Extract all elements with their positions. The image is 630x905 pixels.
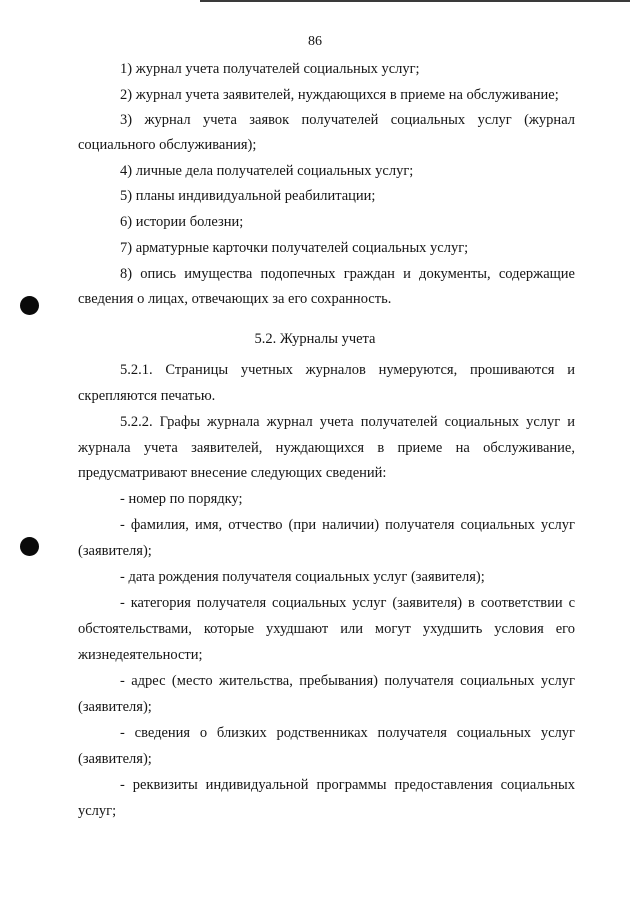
paragraph-line: журнала учета заявителей, нуждающихся в приеме на обслуживание, [78,440,575,456]
paragraph-line: предусматривают внесение следующих сведений: [78,465,387,481]
bullet-item-continuation: (заявителя); [78,543,152,559]
list-item: 6) истории болезни; [120,214,244,230]
bullet-item: - фамилия, имя, отчество (при наличии) получателя социальных услуг [120,517,575,533]
list-item-continuation: сведения о лицах, отвечающих за его сохранность. [78,291,392,307]
scan-edge-line [200,0,630,2]
page-number: 86 [308,34,322,49]
list-item: 4) личные дела получателей социальных услуг; [120,163,414,179]
bullet-item: - категория получателя социальных услуг (заявителя) в соответствии с [120,595,575,611]
bullet-item-continuation: обстоятельствами, которые ухудшают или могут ухудшить условия его [78,621,575,637]
punch-hole-icon [20,296,39,315]
bullet-item: - адрес (место жительства, пребывания) получателя социальных услуг [120,673,575,689]
list-item: 7) арматурные карточки получателей социальных услуг; [120,240,469,256]
list-item: 1) журнал учета получателей социальных услуг; [120,61,420,77]
bullet-item-continuation: (заявителя); [78,751,152,767]
punch-hole-icon [20,537,39,556]
list-item: 5) планы индивидуальной реабилитации; [120,188,376,204]
bullet-item: - сведения о близких родственниках получателя социальных услуг [120,725,575,741]
section-heading: 5.2. Журналы учета [254,331,376,347]
list-item-continuation: социального обслуживания); [78,137,257,153]
bullet-item-continuation: услуг; [78,803,117,819]
paragraph-line: 5.2.2. Графы журнала журнал учета получателей социальных услуг и [120,414,575,430]
bullet-item-continuation: жизнедеятельности; [78,647,203,663]
list-item: 3) журнал учета заявок получателей социальных услуг (журнал [120,112,575,128]
list-item: 8) опись имущества подопечных граждан и документы, содержащие [120,266,575,282]
paragraph-line: 5.2.1. Страницы учетных журналов нумеруются, прошиваются и [120,362,575,378]
bullet-item-continuation: (заявителя); [78,699,152,715]
bullet-item: - номер по порядку; [120,491,243,507]
bullet-item: - реквизиты индивидуальной программы предоставления социальных [120,777,575,793]
list-item: 2) журнал учета заявителей, нуждающихся в приеме на обслуживание; [120,87,559,103]
paragraph-line: скрепляются печатью. [78,388,216,404]
bullet-item: - дата рождения получателя социальных услуг (заявителя); [120,569,485,585]
